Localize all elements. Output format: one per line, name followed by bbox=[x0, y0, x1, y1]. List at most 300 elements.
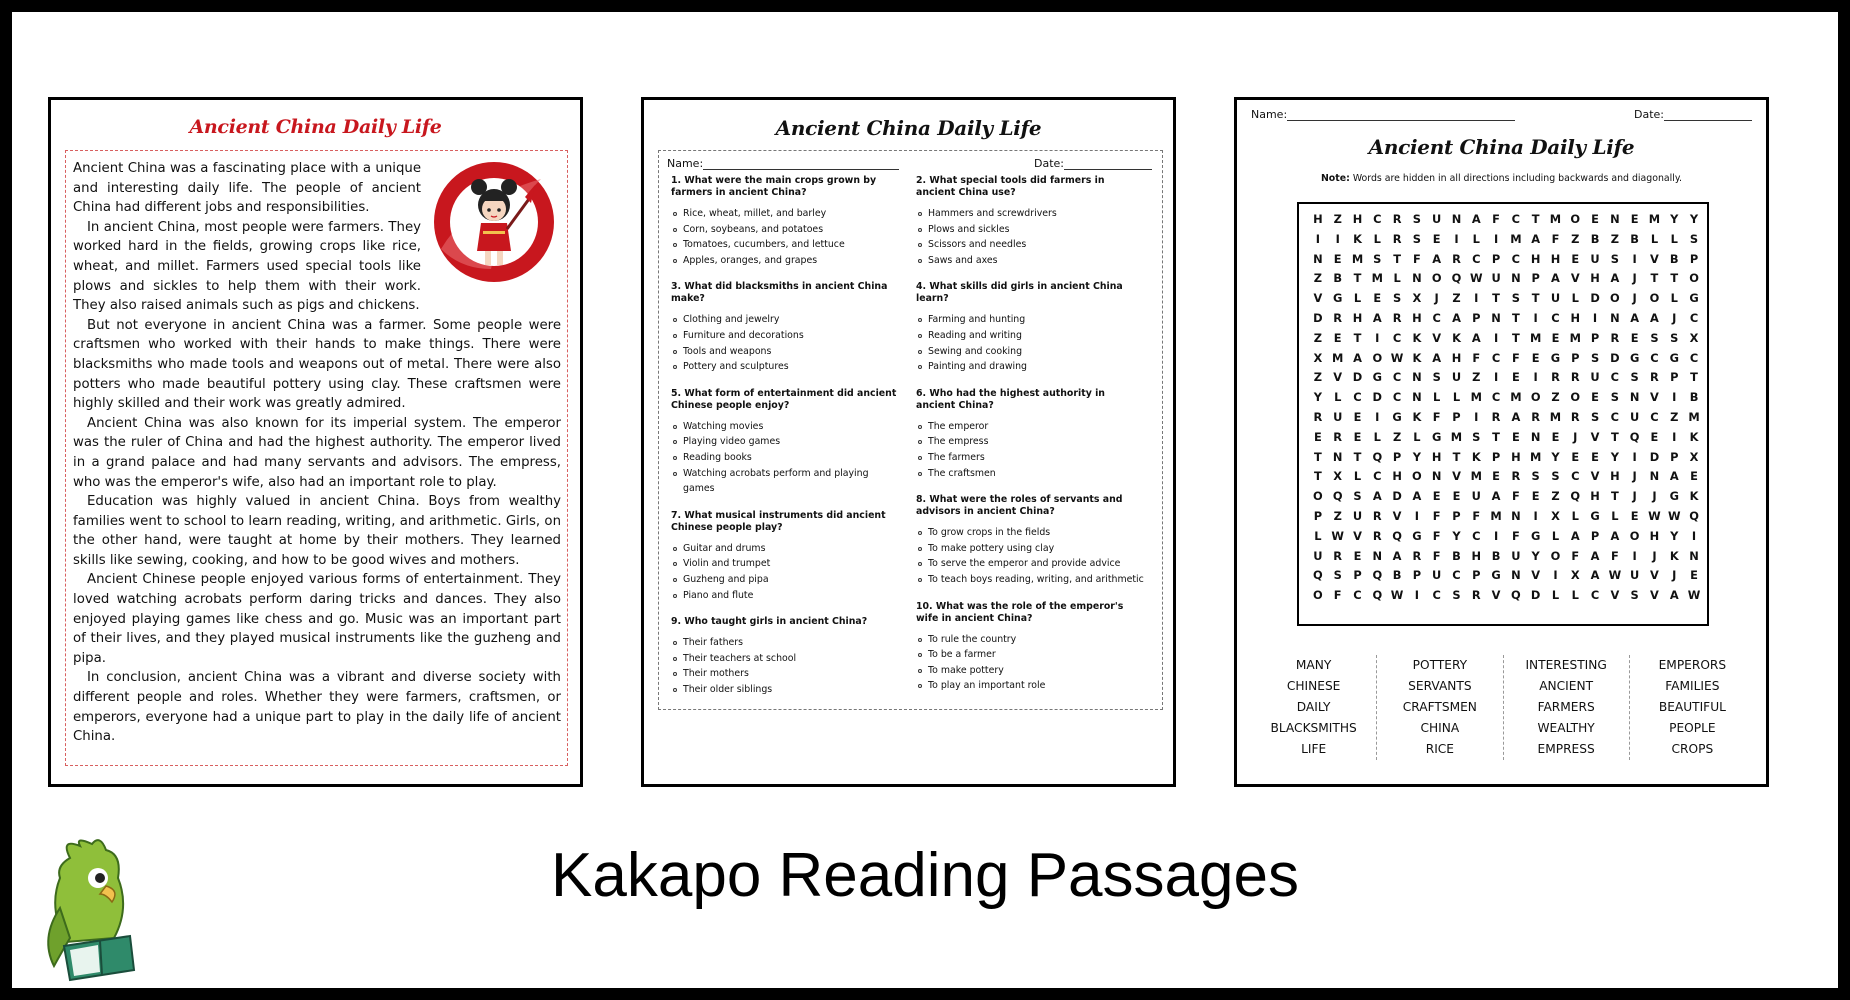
grid-letter[interactable]: W bbox=[1469, 271, 1483, 286]
grid-letter[interactable]: A bbox=[1610, 271, 1620, 286]
grid-letter[interactable]: C bbox=[1472, 528, 1481, 543]
answer-option[interactable]: Scissors and needles bbox=[928, 237, 1146, 253]
grid-letter[interactable]: R bbox=[1333, 310, 1343, 325]
grid-letter[interactable]: L bbox=[1373, 231, 1381, 246]
grid-letter[interactable]: G bbox=[1689, 291, 1699, 306]
grid-letter[interactable]: L bbox=[1373, 429, 1381, 444]
grid-letter[interactable]: L bbox=[1393, 271, 1401, 286]
grid-letter[interactable]: O bbox=[1313, 489, 1323, 504]
grid-letter[interactable]: W bbox=[1667, 508, 1681, 523]
grid-letter[interactable]: E bbox=[1333, 251, 1342, 266]
answer-option[interactable]: The craftsmen bbox=[928, 466, 1146, 482]
grid-letter[interactable]: Q bbox=[1689, 508, 1699, 523]
grid-letter[interactable]: C bbox=[1353, 588, 1362, 603]
grid-letter[interactable]: L bbox=[1551, 528, 1560, 543]
grid-letter[interactable]: M bbox=[1688, 409, 1700, 424]
grid-letter[interactable]: X bbox=[1689, 449, 1699, 464]
grid-letter[interactable]: L bbox=[1551, 588, 1560, 603]
grid-letter[interactable]: C bbox=[1392, 370, 1402, 385]
grid-letter[interactable]: K bbox=[1412, 409, 1422, 424]
grid-letter[interactable]: M bbox=[1332, 350, 1344, 365]
grid-letter[interactable]: S bbox=[1412, 212, 1421, 226]
grid-letter[interactable]: Q bbox=[1511, 588, 1521, 603]
grid-letter[interactable]: I bbox=[1414, 508, 1419, 523]
answer-option[interactable]: Piano and flute bbox=[683, 588, 901, 604]
grid-letter[interactable]: T bbox=[1670, 271, 1679, 286]
grid-letter[interactable]: E bbox=[1551, 429, 1560, 444]
grid-letter[interactable]: I bbox=[1493, 370, 1499, 385]
answer-option[interactable]: The farmers bbox=[928, 450, 1146, 466]
grid-letter[interactable]: N bbox=[1451, 212, 1462, 226]
grid-letter[interactable]: Y bbox=[1452, 528, 1461, 543]
grid-letter[interactable]: A bbox=[1669, 588, 1679, 603]
grid-letter[interactable]: P bbox=[1590, 330, 1600, 345]
grid-letter[interactable]: G bbox=[1550, 350, 1561, 365]
grid-letter[interactable]: M bbox=[1529, 449, 1542, 464]
grid-letter[interactable]: C bbox=[1610, 370, 1620, 385]
grid-letter[interactable]: F bbox=[1610, 548, 1619, 563]
grid-letter[interactable]: S bbox=[1590, 350, 1600, 365]
grid-letter[interactable]: I bbox=[1672, 429, 1677, 444]
answer-option[interactable]: Guitar and drums bbox=[683, 541, 901, 557]
grid-letter[interactable]: O bbox=[1629, 528, 1640, 543]
grid-letter[interactable]: C bbox=[1373, 212, 1382, 226]
grid-letter[interactable]: S bbox=[1373, 251, 1382, 266]
grid-letter[interactable]: F bbox=[1432, 409, 1441, 424]
grid-letter[interactable]: I bbox=[1315, 231, 1321, 246]
grid-letter[interactable]: N bbox=[1629, 390, 1640, 405]
grid-letter[interactable]: P bbox=[1571, 350, 1580, 365]
grid-letter[interactable]: N bbox=[1689, 548, 1699, 563]
answer-option[interactable]: To grow crops in the fields bbox=[928, 525, 1146, 541]
grid-letter[interactable]: E bbox=[1591, 212, 1599, 226]
grid-letter[interactable]: Y bbox=[1412, 449, 1421, 464]
grid-letter[interactable]: C bbox=[1353, 390, 1362, 405]
grid-letter[interactable]: G bbox=[1432, 429, 1442, 444]
grid-letter[interactable]: H bbox=[1352, 212, 1363, 226]
grid-letter[interactable]: Q bbox=[1570, 489, 1581, 504]
grid-letter[interactable]: E bbox=[1373, 291, 1382, 306]
grid-letter[interactable]: L bbox=[1472, 231, 1480, 246]
grid-letter[interactable]: S bbox=[1452, 588, 1461, 603]
grid-letter[interactable]: H bbox=[1511, 449, 1521, 464]
grid-letter[interactable]: B bbox=[1689, 390, 1699, 405]
grid-letter[interactable]: X bbox=[1333, 469, 1343, 484]
grid-letter[interactable]: S bbox=[1531, 469, 1540, 484]
grid-letter[interactable]: J bbox=[1652, 489, 1657, 504]
grid-letter[interactable]: C bbox=[1432, 588, 1441, 603]
grid-letter[interactable]: S bbox=[1472, 429, 1481, 444]
grid-letter[interactable]: C bbox=[1373, 469, 1382, 484]
grid-letter[interactable]: C bbox=[1511, 212, 1521, 226]
grid-letter[interactable]: H bbox=[1412, 310, 1422, 325]
grid-letter[interactable]: F bbox=[1492, 212, 1500, 226]
grid-letter[interactable]: I bbox=[1335, 231, 1340, 246]
grid-letter[interactable]: W bbox=[1648, 508, 1661, 523]
grid-letter[interactable]: U bbox=[1451, 370, 1462, 385]
date-line[interactable] bbox=[1664, 110, 1752, 121]
grid-letter[interactable]: T bbox=[1610, 489, 1619, 504]
grid-letter[interactable]: H bbox=[1392, 469, 1402, 484]
grid-letter[interactable]: P bbox=[1313, 508, 1323, 523]
grid-letter[interactable]: J bbox=[1632, 489, 1637, 504]
grid-letter[interactable]: R bbox=[1531, 409, 1541, 424]
grid-letter[interactable]: U bbox=[1432, 212, 1442, 226]
grid-letter[interactable]: L bbox=[1353, 469, 1362, 484]
grid-letter[interactable]: Z bbox=[1333, 212, 1342, 226]
grid-letter[interactable]: A bbox=[1432, 350, 1442, 365]
grid-letter[interactable]: S bbox=[1689, 231, 1699, 246]
grid-letter[interactable]: T bbox=[1610, 429, 1619, 444]
grid-letter[interactable]: R bbox=[1570, 370, 1580, 385]
grid-letter[interactable]: I bbox=[1493, 231, 1499, 246]
grid-letter[interactable]: A bbox=[1511, 409, 1521, 424]
grid-letter[interactable]: T bbox=[1531, 212, 1540, 226]
grid-letter[interactable]: Z bbox=[1670, 409, 1679, 424]
grid-letter[interactable]: E bbox=[1353, 548, 1362, 563]
grid-letter[interactable]: D bbox=[1313, 310, 1323, 325]
grid-letter[interactable]: T bbox=[1353, 449, 1362, 464]
answer-option[interactable]: The emperor bbox=[928, 419, 1146, 435]
grid-letter[interactable]: R bbox=[1372, 528, 1382, 543]
grid-letter[interactable]: M bbox=[1510, 231, 1522, 246]
answer-option[interactable]: Clothing and jewelry bbox=[683, 312, 901, 328]
grid-letter[interactable]: K bbox=[1353, 231, 1362, 246]
grid-letter[interactable]: H bbox=[1313, 212, 1323, 226]
grid-letter[interactable]: L bbox=[1452, 390, 1461, 405]
answer-option[interactable]: Plows and sickles bbox=[928, 222, 1146, 238]
grid-letter[interactable]: Z bbox=[1551, 489, 1560, 504]
grid-letter[interactable]: I bbox=[1632, 251, 1637, 266]
answer-option[interactable]: To play an important role bbox=[928, 678, 1146, 694]
grid-letter[interactable]: T bbox=[1511, 330, 1520, 345]
grid-letter[interactable]: T bbox=[1650, 271, 1659, 286]
grid-letter[interactable]: B bbox=[1491, 548, 1501, 563]
grid-letter[interactable]: A bbox=[1452, 310, 1461, 325]
grid-letter[interactable]: E bbox=[1333, 330, 1342, 345]
answer-option[interactable]: Violin and trumpet bbox=[683, 556, 901, 572]
answer-option[interactable]: Tools and weapons bbox=[683, 344, 901, 360]
grid-letter[interactable]: D bbox=[1649, 449, 1660, 464]
grid-letter[interactable]: P bbox=[1670, 449, 1679, 464]
answer-option[interactable]: Watching movies bbox=[683, 419, 901, 435]
grid-letter[interactable]: U bbox=[1630, 568, 1640, 583]
answer-option[interactable]: Corn, soybeans, and potatoes bbox=[683, 222, 901, 238]
answer-option[interactable]: To make pottery using clay bbox=[928, 541, 1146, 557]
grid-letter[interactable]: O bbox=[1431, 271, 1442, 286]
grid-letter[interactable]: F bbox=[1472, 350, 1481, 365]
grid-letter[interactable]: V bbox=[1452, 469, 1461, 484]
grid-letter[interactable]: P bbox=[1472, 310, 1481, 325]
grid-letter[interactable]: I bbox=[1375, 330, 1380, 345]
grid-letter[interactable]: Y bbox=[1531, 548, 1540, 563]
grid-letter[interactable]: Z bbox=[1313, 330, 1323, 345]
grid-letter[interactable]: E bbox=[1452, 489, 1461, 504]
grid-letter[interactable]: M bbox=[1470, 469, 1482, 484]
grid-letter[interactable]: R bbox=[1610, 330, 1620, 345]
grid-letter[interactable]: V bbox=[1650, 251, 1659, 266]
grid-letter[interactable]: K bbox=[1669, 548, 1679, 563]
answer-option[interactable]: To serve the emperor and provide advice bbox=[928, 556, 1146, 572]
grid-letter[interactable]: C bbox=[1571, 469, 1580, 484]
answer-option[interactable]: Apples, oranges, and grapes bbox=[683, 253, 901, 269]
grid-letter[interactable]: S bbox=[1432, 370, 1441, 385]
answer-option[interactable]: To rule the country bbox=[928, 632, 1146, 648]
grid-letter[interactable]: A bbox=[1590, 568, 1600, 583]
answer-option[interactable]: Rice, wheat, millet, and barley bbox=[683, 206, 901, 222]
grid-letter[interactable]: O bbox=[1570, 212, 1581, 226]
grid-letter[interactable]: X bbox=[1689, 330, 1699, 345]
grid-letter[interactable]: M bbox=[1450, 429, 1463, 444]
grid-letter[interactable]: Y bbox=[1689, 212, 1699, 226]
grid-letter[interactable]: T bbox=[1492, 291, 1500, 306]
answer-option[interactable]: Sewing and cooking bbox=[928, 344, 1146, 360]
grid-letter[interactable]: X bbox=[1412, 291, 1422, 306]
grid-letter[interactable]: Y bbox=[1610, 449, 1619, 464]
grid-letter[interactable]: E bbox=[1353, 429, 1362, 444]
grid-letter[interactable]: H bbox=[1431, 449, 1442, 464]
grid-letter[interactable]: A bbox=[1372, 489, 1382, 504]
grid-letter[interactable]: S bbox=[1590, 409, 1600, 424]
grid-letter[interactable]: N bbox=[1412, 271, 1422, 286]
grid-letter[interactable]: Z bbox=[1313, 370, 1323, 385]
grid-letter[interactable]: N bbox=[1313, 251, 1323, 266]
grid-letter[interactable]: A bbox=[1531, 231, 1541, 246]
grid-letter[interactable]: S bbox=[1412, 231, 1421, 246]
grid-letter[interactable]: O bbox=[1412, 469, 1422, 484]
grid-letter[interactable]: E bbox=[1571, 449, 1580, 464]
grid-letter[interactable]: M bbox=[1371, 271, 1383, 286]
grid-letter[interactable]: A bbox=[1551, 271, 1560, 286]
grid-letter[interactable]: U bbox=[1511, 548, 1521, 563]
grid-letter[interactable]: Z bbox=[1333, 508, 1342, 523]
grid-letter[interactable]: L bbox=[1650, 231, 1659, 246]
grid-letter[interactable]: V bbox=[1610, 588, 1620, 603]
answer-option[interactable]: To make pottery bbox=[928, 663, 1146, 679]
grid-letter[interactable]: Z bbox=[1571, 231, 1580, 246]
grid-letter[interactable]: E bbox=[1630, 330, 1639, 345]
grid-letter[interactable]: Q bbox=[1392, 528, 1402, 543]
answer-option[interactable]: Their older siblings bbox=[683, 682, 901, 698]
grid-letter[interactable]: A bbox=[1432, 251, 1442, 266]
grid-letter[interactable]: R bbox=[1491, 409, 1501, 424]
grid-letter[interactable]: G bbox=[1333, 291, 1343, 306]
grid-letter[interactable]: A bbox=[1669, 469, 1679, 484]
grid-letter[interactable]: N bbox=[1412, 370, 1422, 385]
grid-letter[interactable]: U bbox=[1313, 548, 1323, 563]
grid-letter[interactable]: I bbox=[1553, 568, 1558, 583]
grid-letter[interactable]: P bbox=[1452, 508, 1461, 523]
grid-letter[interactable]: F bbox=[1511, 350, 1520, 365]
grid-letter[interactable]: N bbox=[1372, 548, 1383, 563]
grid-letter[interactable]: Q bbox=[1372, 568, 1383, 583]
answer-option[interactable]: Furniture and decorations bbox=[683, 328, 901, 344]
grid-letter[interactable]: B bbox=[1590, 231, 1600, 246]
grid-letter[interactable]: R bbox=[1650, 370, 1659, 385]
grid-letter[interactable]: I bbox=[1414, 588, 1419, 603]
grid-letter[interactable]: K bbox=[1689, 429, 1699, 444]
grid-letter[interactable]: I bbox=[1493, 330, 1499, 345]
answer-option[interactable]: Tomatoes, cucumbers, and lettuce bbox=[683, 237, 901, 253]
grid-letter[interactable]: S bbox=[1610, 251, 1619, 266]
grid-letter[interactable]: S bbox=[1333, 568, 1342, 583]
answer-option[interactable]: Reading books bbox=[683, 450, 901, 466]
grid-letter[interactable]: K bbox=[1412, 330, 1422, 345]
grid-letter[interactable]: V bbox=[1313, 291, 1323, 306]
answer-option[interactable]: Watching acrobats perform and playing games bbox=[683, 466, 901, 497]
grid-letter[interactable]: A bbox=[1650, 310, 1659, 325]
grid-letter[interactable]: E bbox=[1591, 390, 1599, 405]
answer-option[interactable]: To be a farmer bbox=[928, 647, 1146, 663]
grid-letter[interactable]: Q bbox=[1313, 568, 1323, 583]
grid-letter[interactable]: K bbox=[1471, 449, 1481, 464]
grid-letter[interactable]: A bbox=[1392, 548, 1402, 563]
grid-letter[interactable]: O bbox=[1649, 291, 1660, 306]
grid-letter[interactable]: R bbox=[1392, 212, 1402, 226]
grid-letter[interactable]: A bbox=[1412, 489, 1422, 504]
grid-letter[interactable]: F bbox=[1551, 231, 1560, 246]
grid-letter[interactable]: Q bbox=[1372, 588, 1383, 603]
grid-letter[interactable]: U bbox=[1432, 568, 1442, 583]
grid-letter[interactable]: J bbox=[1672, 568, 1677, 583]
grid-letter[interactable]: N bbox=[1491, 310, 1501, 325]
grid-letter[interactable]: H bbox=[1590, 489, 1600, 504]
grid-letter[interactable]: P bbox=[1412, 568, 1422, 583]
grid-letter[interactable]: A bbox=[1471, 330, 1481, 345]
grid-letter[interactable]: P bbox=[1491, 449, 1501, 464]
answer-option[interactable]: To teach boys reading, writing, and arithmetic bbox=[928, 572, 1146, 588]
grid-letter[interactable]: S bbox=[1392, 291, 1402, 306]
grid-letter[interactable]: E bbox=[1690, 469, 1698, 484]
grid-letter[interactable]: J bbox=[1652, 548, 1657, 563]
answer-option[interactable]: Farming and hunting bbox=[928, 312, 1146, 328]
grid-letter[interactable]: D bbox=[1352, 370, 1363, 385]
grid-letter[interactable]: H bbox=[1590, 271, 1600, 286]
grid-letter[interactable]: O bbox=[1372, 350, 1383, 365]
grid-letter[interactable]: S bbox=[1511, 291, 1520, 306]
grid-letter[interactable]: C bbox=[1610, 409, 1620, 424]
grid-letter[interactable]: G bbox=[1392, 409, 1402, 424]
grid-letter[interactable]: W bbox=[1331, 528, 1344, 543]
grid-letter[interactable]: Z bbox=[1452, 291, 1461, 306]
grid-letter[interactable]: E bbox=[1353, 409, 1362, 424]
grid-letter[interactable]: L bbox=[1334, 390, 1342, 405]
grid-letter[interactable]: D bbox=[1392, 489, 1402, 504]
grid-letter[interactable]: E bbox=[1571, 251, 1580, 266]
grid-letter[interactable]: C bbox=[1432, 310, 1441, 325]
grid-letter[interactable]: R bbox=[1511, 469, 1521, 484]
grid-letter[interactable]: U bbox=[1491, 271, 1501, 286]
grid-letter[interactable]: I bbox=[1592, 310, 1598, 325]
grid-letter[interactable]: A bbox=[1570, 528, 1580, 543]
grid-letter[interactable]: G bbox=[1491, 568, 1501, 583]
grid-letter[interactable]: O bbox=[1313, 588, 1323, 603]
grid-letter[interactable]: F bbox=[1432, 528, 1441, 543]
grid-letter[interactable]: B bbox=[1333, 271, 1343, 286]
grid-letter[interactable]: P bbox=[1452, 409, 1461, 424]
grid-letter[interactable]: M bbox=[1351, 251, 1364, 266]
grid-letter[interactable]: C bbox=[1551, 310, 1560, 325]
answer-option[interactable]: Hammers and screwdrivers bbox=[928, 206, 1146, 222]
grid-letter[interactable]: I bbox=[1454, 231, 1459, 246]
grid-letter[interactable]: R bbox=[1392, 310, 1402, 325]
grid-letter[interactable]: N bbox=[1511, 271, 1521, 286]
grid-letter[interactable]: C bbox=[1452, 568, 1461, 583]
grid-letter[interactable]: C bbox=[1392, 390, 1402, 405]
grid-letter[interactable]: G bbox=[1530, 528, 1541, 543]
grid-letter[interactable]: V bbox=[1432, 330, 1442, 345]
grid-letter[interactable]: R bbox=[1452, 251, 1461, 266]
grid-letter[interactable]: D bbox=[1530, 588, 1541, 603]
answer-option[interactable]: Their teachers at school bbox=[683, 651, 901, 667]
answer-option[interactable]: Their mothers bbox=[683, 666, 901, 682]
grid-letter[interactable]: F bbox=[1511, 528, 1520, 543]
grid-letter[interactable]: V bbox=[1650, 390, 1659, 405]
grid-letter[interactable]: U bbox=[1550, 291, 1561, 306]
grid-letter[interactable]: P bbox=[1472, 568, 1481, 583]
grid-letter[interactable]: S bbox=[1670, 330, 1679, 345]
grid-letter[interactable]: E bbox=[1630, 508, 1639, 523]
grid-letter[interactable]: L bbox=[1413, 429, 1421, 444]
grid-letter[interactable]: G bbox=[1412, 528, 1422, 543]
grid-letter[interactable]: V bbox=[1570, 271, 1580, 286]
grid-letter[interactable]: I bbox=[1474, 291, 1479, 306]
grid-letter[interactable]: R bbox=[1333, 548, 1343, 563]
grid-letter[interactable]: Y bbox=[1670, 212, 1679, 226]
grid-letter[interactable]: U bbox=[1590, 251, 1600, 266]
grid-letter[interactable]: Z bbox=[1392, 429, 1402, 444]
grid-letter[interactable]: V bbox=[1531, 568, 1541, 583]
grid-letter[interactable]: O bbox=[1530, 390, 1541, 405]
grid-letter[interactable]: K bbox=[1689, 489, 1699, 504]
grid-letter[interactable]: P bbox=[1531, 271, 1540, 286]
grid-letter[interactable]: Y bbox=[1313, 390, 1323, 405]
grid-letter[interactable]: T bbox=[1511, 310, 1520, 325]
grid-letter[interactable]: O bbox=[1570, 390, 1581, 405]
answer-option[interactable]: Their fathers bbox=[683, 635, 901, 651]
grid-letter[interactable]: R bbox=[1471, 588, 1481, 603]
grid-letter[interactable]: L bbox=[1670, 291, 1678, 306]
grid-letter[interactable]: A bbox=[1590, 548, 1600, 563]
grid-letter[interactable]: N bbox=[1412, 390, 1422, 405]
grid-letter[interactable]: I bbox=[1691, 528, 1697, 543]
grid-letter[interactable]: G bbox=[1669, 489, 1679, 504]
grid-letter[interactable]: S bbox=[1630, 370, 1639, 385]
grid-letter[interactable]: F bbox=[1432, 548, 1441, 563]
grid-letter[interactable]: I bbox=[1533, 310, 1538, 325]
grid-letter[interactable]: Q bbox=[1372, 449, 1383, 464]
grid-letter[interactable]: M bbox=[1549, 409, 1562, 424]
grid-letter[interactable]: N bbox=[1511, 568, 1521, 583]
grid-letter[interactable]: I bbox=[1493, 528, 1499, 543]
grid-letter[interactable]: Z bbox=[1551, 390, 1560, 405]
grid-letter[interactable]: L bbox=[1314, 528, 1322, 543]
grid-letter[interactable]: W bbox=[1608, 568, 1622, 583]
grid-letter[interactable]: C bbox=[1472, 251, 1481, 266]
grid-letter[interactable]: D bbox=[1590, 291, 1600, 306]
grid-letter[interactable]: Z bbox=[1472, 370, 1481, 385]
grid-letter[interactable]: Y bbox=[1670, 528, 1679, 543]
grid-letter[interactable]: H bbox=[1550, 251, 1561, 266]
date-line[interactable] bbox=[1064, 159, 1152, 170]
grid-letter[interactable]: A bbox=[1471, 212, 1481, 226]
grid-letter[interactable]: M bbox=[1549, 212, 1562, 226]
grid-letter[interactable]: R bbox=[1392, 231, 1402, 246]
grid-letter[interactable]: G bbox=[1590, 508, 1600, 523]
grid-letter[interactable]: C bbox=[1511, 251, 1521, 266]
grid-letter[interactable]: U bbox=[1333, 409, 1343, 424]
grid-letter[interactable]: M bbox=[1529, 330, 1542, 345]
